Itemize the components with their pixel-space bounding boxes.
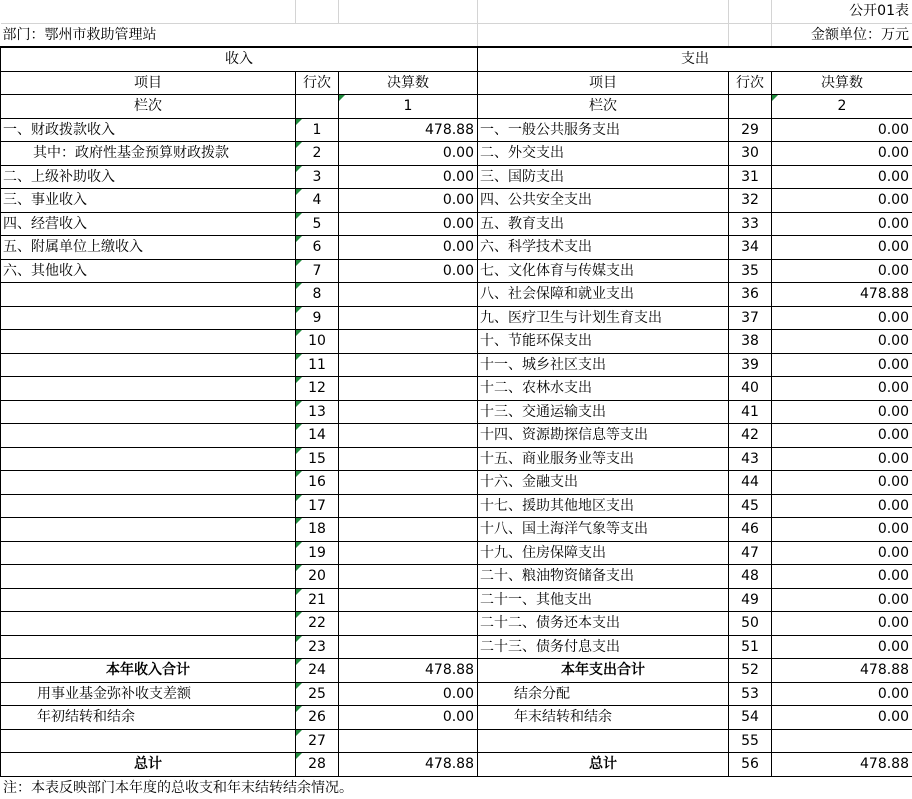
expense-line-no: 46 (729, 518, 772, 542)
expense-amount: 0.00 (772, 518, 912, 542)
expense-column-number: 2 (772, 95, 912, 119)
income-item (1, 330, 296, 354)
expense-line-no: 49 (729, 588, 772, 612)
expense-total-line-no: 54 (729, 706, 772, 730)
income-line-no: 14 (296, 424, 339, 448)
income-total-amount: 478.88 (339, 659, 478, 683)
expense-amount: 0.00 (772, 236, 912, 260)
total-row (1, 682, 912, 706)
expense-lineno-header: 行次 (729, 71, 772, 95)
expense-total-line-no: 52 (729, 659, 772, 683)
table-row (1, 541, 912, 565)
income-line-no: 1 (296, 118, 339, 142)
income-line-no: 19 (296, 541, 339, 565)
income-item: 五、附属单位上缴收入 (1, 236, 296, 260)
table-row (1, 400, 912, 424)
footnote: 注：本表反映部门本年度的总收支和年末结转结余情况。 (0, 777, 912, 799)
income-total-line-no: 28 (296, 753, 339, 777)
table-row (1, 353, 912, 377)
expense-total-label: 结余分配 (478, 682, 729, 706)
income-amount (339, 306, 478, 330)
expense-line-no: 32 (729, 189, 772, 213)
expense-item: 四、公共安全支出 (478, 189, 729, 213)
income-line-no: 3 (296, 165, 339, 189)
expense-item: 十六、金融支出 (478, 471, 729, 495)
expense-item: 二十三、债务付息支出 (478, 635, 729, 659)
expense-amount: 0.00 (772, 471, 912, 495)
income-line-no: 23 (296, 635, 339, 659)
expense-total-label (478, 729, 729, 753)
income-item (1, 494, 296, 518)
expense-line-no: 36 (729, 283, 772, 307)
income-item (1, 612, 296, 636)
expense-item-header: 项目 (478, 71, 729, 95)
income-amount (339, 588, 478, 612)
income-item (1, 400, 296, 424)
table-row (1, 142, 912, 166)
table-row (1, 165, 912, 189)
expense-item: 八、社会保障和就业支出 (478, 283, 729, 307)
income-item: 一、财政拨款收入 (1, 118, 296, 142)
expense-header: 支出 (478, 47, 912, 71)
expense-amount: 0.00 (772, 541, 912, 565)
income-amount (339, 330, 478, 354)
expense-item: 五、教育支出 (478, 212, 729, 236)
income-line-no: 8 (296, 283, 339, 307)
income-line-no: 16 (296, 471, 339, 495)
expense-total-label: 年末结转和结余 (478, 706, 729, 730)
income-total-line-no: 25 (296, 682, 339, 706)
income-amount (339, 400, 478, 424)
income-item (1, 447, 296, 471)
income-total-label: 年初结转和结余 (1, 706, 296, 730)
income-total-amount: 0.00 (339, 706, 478, 730)
expense-item: 二十、粮油物资储备支出 (478, 565, 729, 589)
expense-total-amount: 0.00 (772, 682, 912, 706)
expense-item: 九、医疗卫生与计划生育支出 (478, 306, 729, 330)
expense-amount: 0.00 (772, 142, 912, 166)
income-amount (339, 424, 478, 448)
expense-item: 十五、商业服务业等支出 (478, 447, 729, 471)
income-total-line-no: 24 (296, 659, 339, 683)
table-row (1, 306, 912, 330)
income-amount: 0.00 (339, 212, 478, 236)
expense-line-no: 33 (729, 212, 772, 236)
table-row (1, 330, 912, 354)
table-row (1, 212, 912, 236)
expense-total-label: 本年支出合计 (478, 659, 729, 683)
expense-line-no: 51 (729, 635, 772, 659)
expense-amount: 0.00 (772, 612, 912, 636)
income-total-label: 用事业基金弥补收支差额 (1, 682, 296, 706)
expense-amount: 0.00 (772, 447, 912, 471)
expense-line-no: 44 (729, 471, 772, 495)
table-row (1, 471, 912, 495)
expense-amount: 0.00 (772, 259, 912, 283)
income-line-no: 2 (296, 142, 339, 166)
expense-item: 三、国防支出 (478, 165, 729, 189)
expense-amount: 0.00 (772, 306, 912, 330)
income-item: 其中：政府性基金预算财政拨款 (1, 142, 296, 166)
income-amount (339, 612, 478, 636)
expense-total-line-no: 56 (729, 753, 772, 777)
income-total-label: 本年收入合计 (1, 659, 296, 683)
expense-total-amount: 0.00 (772, 706, 912, 730)
expense-item: 六、科学技术支出 (478, 236, 729, 260)
expense-line-no: 48 (729, 565, 772, 589)
income-total-amount: 478.88 (339, 753, 478, 777)
income-item (1, 588, 296, 612)
income-item: 六、其他收入 (1, 259, 296, 283)
expense-line-no: 31 (729, 165, 772, 189)
expense-amount: 0.00 (772, 118, 912, 142)
table-row (1, 189, 912, 213)
expense-amount: 0.00 (772, 565, 912, 589)
income-amount (339, 353, 478, 377)
expense-line-no: 35 (729, 259, 772, 283)
expense-item: 一、一般公共服务支出 (478, 118, 729, 142)
income-item-header: 项目 (1, 71, 296, 95)
income-total-line-no: 26 (296, 706, 339, 730)
income-amount: 0.00 (339, 189, 478, 213)
income-column-number: 1 (339, 95, 478, 119)
table-row (1, 447, 912, 471)
expense-item: 十七、援助其他地区支出 (478, 494, 729, 518)
income-line-no: 6 (296, 236, 339, 260)
expense-item: 十四、资源勘探信息等支出 (478, 424, 729, 448)
expense-line-no: 43 (729, 447, 772, 471)
total-row (1, 706, 912, 730)
expense-amount: 0.00 (772, 424, 912, 448)
income-amount-header: 决算数 (339, 71, 478, 95)
income-amount: 0.00 (339, 142, 478, 166)
expense-column-label: 栏次 (478, 95, 729, 119)
income-item (1, 518, 296, 542)
table-row (1, 518, 912, 542)
expense-total-line-no: 55 (729, 729, 772, 753)
expense-amount: 0.00 (772, 377, 912, 401)
table-row (1, 259, 912, 283)
expense-item: 二、外交支出 (478, 142, 729, 166)
expense-total-line-no: 53 (729, 682, 772, 706)
expense-total-amount (772, 729, 912, 753)
expense-line-no: 41 (729, 400, 772, 424)
income-item (1, 424, 296, 448)
table-row (1, 494, 912, 518)
expense-line-no: 30 (729, 142, 772, 166)
expense-amount: 0.00 (772, 165, 912, 189)
income-line-no: 11 (296, 353, 339, 377)
income-amount (339, 447, 478, 471)
total-row (1, 753, 912, 777)
income-item: 四、经营收入 (1, 212, 296, 236)
income-item (1, 283, 296, 307)
table-row (1, 283, 912, 307)
income-item (1, 377, 296, 401)
unit-label: 金额单位：万元 (772, 23, 912, 47)
expense-amount: 0.00 (772, 635, 912, 659)
expense-amount: 0.00 (772, 494, 912, 518)
income-line-no: 12 (296, 377, 339, 401)
income-total-label (1, 729, 296, 753)
income-header: 收入 (1, 47, 478, 71)
expense-amount: 0.00 (772, 330, 912, 354)
income-amount (339, 635, 478, 659)
table-row (1, 377, 912, 401)
expense-item: 二十一、其他支出 (478, 588, 729, 612)
income-lineno-header: 行次 (296, 71, 339, 95)
expense-line-no: 34 (729, 236, 772, 260)
income-line-no: 18 (296, 518, 339, 542)
income-line-no: 22 (296, 612, 339, 636)
income-line-no: 5 (296, 212, 339, 236)
income-line-no: 15 (296, 447, 339, 471)
expense-amount: 0.00 (772, 353, 912, 377)
income-amount (339, 541, 478, 565)
income-total-line-no: 27 (296, 729, 339, 753)
income-amount (339, 565, 478, 589)
income-line-no: 4 (296, 189, 339, 213)
income-item (1, 353, 296, 377)
total-row (1, 659, 912, 683)
income-amount: 0.00 (339, 165, 478, 189)
income-amount: 478.88 (339, 118, 478, 142)
expense-item: 二十二、债务还本支出 (478, 612, 729, 636)
expense-total-amount: 478.88 (772, 753, 912, 777)
expense-item: 十八、国土海洋气象等支出 (478, 518, 729, 542)
income-line-no: 21 (296, 588, 339, 612)
expense-amount-header: 决算数 (772, 71, 912, 95)
income-item (1, 635, 296, 659)
income-amount (339, 377, 478, 401)
table-row (1, 588, 912, 612)
income-amount (339, 283, 478, 307)
income-line-no: 13 (296, 400, 339, 424)
expense-item: 十九、住房保障支出 (478, 541, 729, 565)
expense-item: 十二、农林水支出 (478, 377, 729, 401)
income-amount (339, 494, 478, 518)
expense-total-label: 总计 (478, 753, 729, 777)
income-amount (339, 518, 478, 542)
income-amount (339, 471, 478, 495)
expense-line-no: 47 (729, 541, 772, 565)
expense-amount: 0.00 (772, 588, 912, 612)
income-column-label: 栏次 (1, 95, 296, 119)
expense-line-no: 39 (729, 353, 772, 377)
income-total-label: 总计 (1, 753, 296, 777)
table-row (1, 236, 912, 260)
income-item (1, 565, 296, 589)
expense-total-amount: 478.88 (772, 659, 912, 683)
income-line-no: 7 (296, 259, 339, 283)
expense-amount: 0.00 (772, 400, 912, 424)
table-row (1, 565, 912, 589)
income-item (1, 306, 296, 330)
income-line-no: 9 (296, 306, 339, 330)
income-total-amount: 0.00 (339, 682, 478, 706)
income-item: 二、上级补助收入 (1, 165, 296, 189)
expense-line-no: 29 (729, 118, 772, 142)
income-item (1, 471, 296, 495)
expense-item: 十一、城乡社区支出 (478, 353, 729, 377)
expense-amount: 0.00 (772, 212, 912, 236)
table-row (1, 635, 912, 659)
income-line-no: 17 (296, 494, 339, 518)
expense-item: 七、文化体育与传媒支出 (478, 259, 729, 283)
expense-amount: 478.88 (772, 283, 912, 307)
expense-amount: 0.00 (772, 189, 912, 213)
table-row (1, 612, 912, 636)
expense-item: 十、节能环保支出 (478, 330, 729, 354)
table-row (1, 424, 912, 448)
income-line-no: 20 (296, 565, 339, 589)
income-line-no: 10 (296, 330, 339, 354)
table-row (1, 118, 912, 142)
expense-line-no: 38 (729, 330, 772, 354)
total-row (1, 729, 912, 753)
income-total-amount (339, 729, 478, 753)
income-amount: 0.00 (339, 259, 478, 283)
expense-line-no: 37 (729, 306, 772, 330)
expense-line-no: 40 (729, 377, 772, 401)
expense-line-no: 50 (729, 612, 772, 636)
expense-line-no: 45 (729, 494, 772, 518)
expense-line-no: 42 (729, 424, 772, 448)
expense-item: 十三、交通运输支出 (478, 400, 729, 424)
income-item: 三、事业收入 (1, 189, 296, 213)
form-code: 公开01表 (772, 0, 912, 23)
department-label: 部门：鄂州市救助管理站 (1, 23, 478, 47)
income-item (1, 541, 296, 565)
income-amount: 0.00 (339, 236, 478, 260)
